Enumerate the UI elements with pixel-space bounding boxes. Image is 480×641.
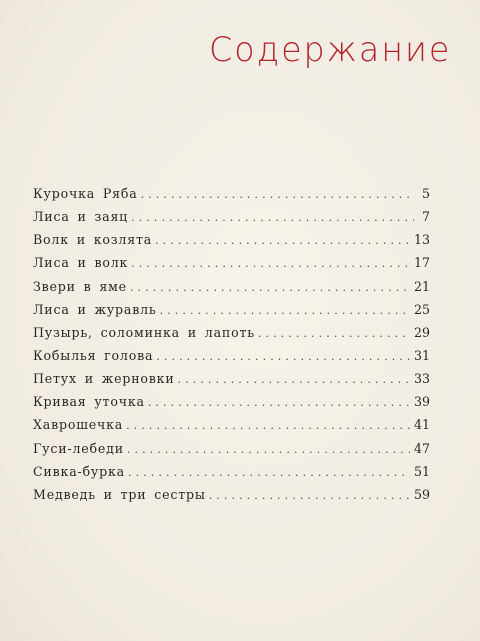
- toc-entry-title: Кобылья голова: [33, 347, 154, 363]
- toc-entry: [33, 302, 430, 325]
- toc-entry-page-number: 31: [413, 347, 430, 363]
- toc-entry-title: Лиса и журавль: [33, 301, 157, 317]
- toc-entry-title: Кривая уточка: [33, 394, 145, 410]
- toc-dot-leader: [131, 257, 410, 270]
- table-of-contents: [33, 186, 430, 510]
- toc-entry: [33, 441, 430, 464]
- toc-entry-page-number: 33: [413, 371, 430, 387]
- toc-entry: [33, 209, 430, 232]
- toc-dot-leader: [160, 304, 410, 317]
- toc-entry: [33, 371, 430, 394]
- toc-entry-page-number: 29: [413, 324, 430, 340]
- toc-dot-leader: [178, 373, 410, 386]
- toc-entry-title: Сивка-бурка: [33, 463, 125, 479]
- toc-entry-title: Пузырь, соломинка и лапоть: [33, 324, 255, 340]
- toc-dot-leader: [141, 188, 414, 201]
- toc-entry-title: Гуси-лебеди: [33, 440, 124, 456]
- toc-entry-page-number: 41: [413, 417, 430, 433]
- toc-dot-leader: [155, 234, 410, 247]
- toc-entry-page-number: 51: [413, 463, 430, 479]
- toc-entry: [33, 348, 430, 371]
- toc-entry-page-number: 13: [413, 232, 430, 248]
- toc-entry-title: Курочка Ряба: [33, 186, 138, 201]
- toc-dot-leader: [209, 489, 410, 502]
- toc-entry-page-number: 39: [413, 394, 430, 410]
- toc-entry: [33, 417, 430, 440]
- toc-dot-leader: [128, 466, 410, 479]
- toc-entry-page-number: 25: [413, 301, 430, 317]
- toc-entry: [33, 487, 430, 510]
- toc-entry-page-number: 47: [413, 440, 430, 456]
- toc-entry-page-number: 59: [413, 486, 430, 502]
- toc-dot-leader: [156, 350, 410, 363]
- toc-entry: [33, 394, 430, 417]
- toc-dot-leader: [130, 281, 410, 294]
- toc-entry-title: Лиса и заяц: [33, 209, 129, 225]
- toc-entry-page-number: 21: [413, 278, 430, 294]
- toc-entry-title: Хаврошечка: [33, 417, 124, 433]
- toc-entry: [33, 325, 430, 348]
- toc-entry-title: Петух и жерновки: [33, 371, 175, 387]
- toc-entry: [33, 464, 430, 487]
- toc-entry: [33, 279, 430, 302]
- toc-dot-leader: [131, 211, 414, 224]
- toc-entry-title: Волк и козлята: [33, 232, 153, 248]
- toc-entry: [33, 255, 430, 278]
- toc-entry: [33, 186, 430, 209]
- toc-entry-page-number: 7: [421, 209, 430, 225]
- toc-dot-leader: [126, 419, 410, 432]
- toc-dot-leader: [127, 443, 410, 456]
- toc-entry-page-number: 17: [413, 255, 430, 271]
- page-title: Содержание: [209, 30, 452, 70]
- toc-entry: [33, 232, 430, 255]
- toc-dot-leader: [148, 396, 410, 409]
- toc-entry-title: Лиса и волк: [33, 255, 129, 271]
- toc-entry-page-number: 5: [421, 186, 430, 201]
- toc-entry-title: Звери в яме: [33, 278, 127, 294]
- toc-entry-title: Медведь и три сестры: [33, 486, 206, 502]
- toc-dot-leader: [258, 327, 410, 340]
